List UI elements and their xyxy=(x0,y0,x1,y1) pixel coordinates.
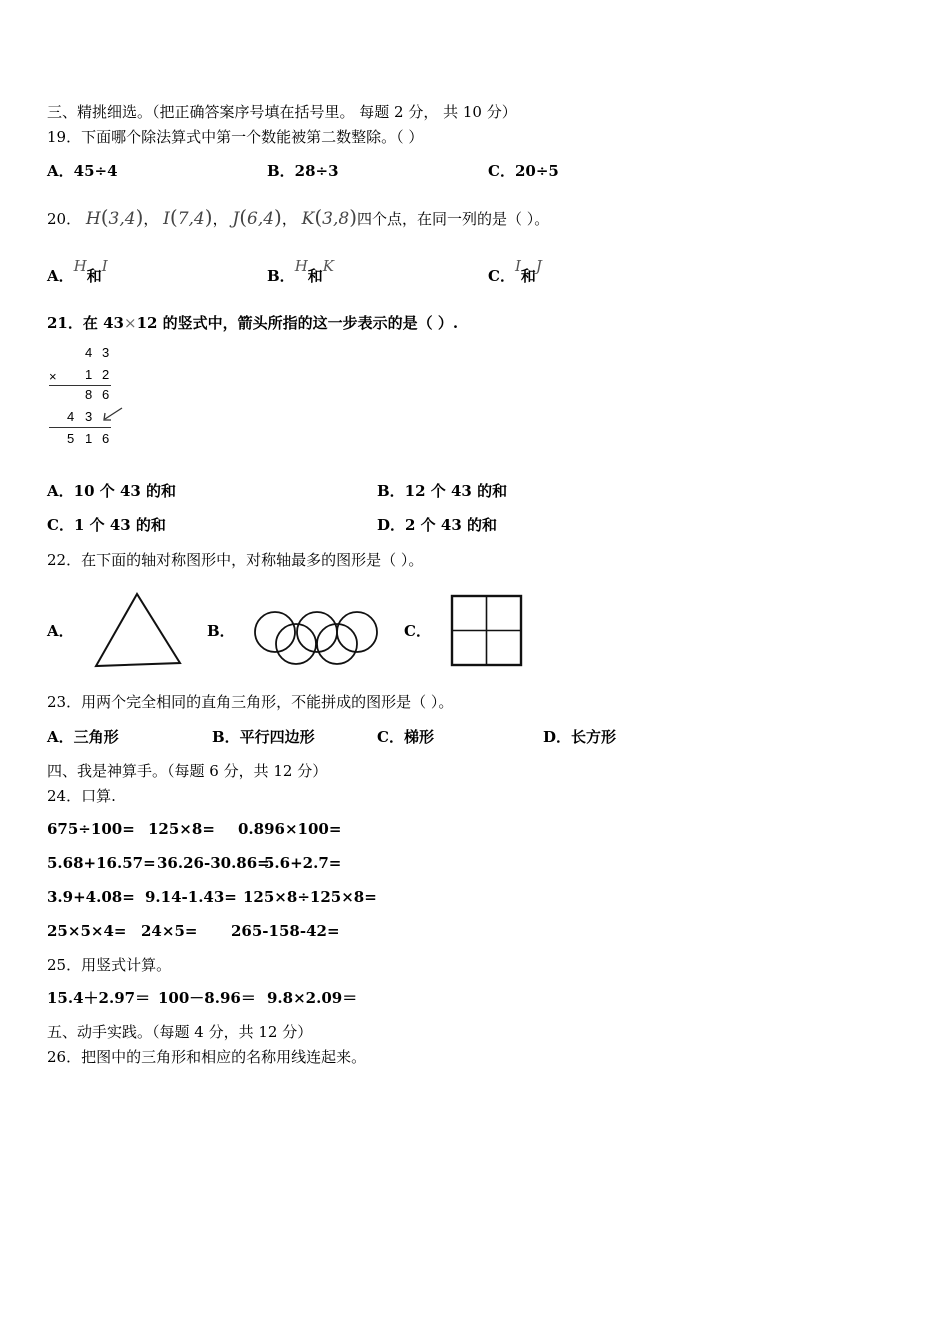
q20-option-a[interactable]: A．H和I xyxy=(47,257,108,285)
calc-item: 675÷100= xyxy=(47,820,135,838)
q21-option-d[interactable]: D．2 个 43 的和 xyxy=(377,516,497,534)
calc-item: 9.14-1.43= xyxy=(145,888,237,906)
q23-option-c[interactable]: C．梯形 xyxy=(377,728,434,746)
question-19-stem: 19．下面哪个除法算式中第一个数能被第二数整除。（ ） xyxy=(47,128,424,146)
question-23-stem: 23．用两个完全相同的直角三角形，不能拼成的图形是（ ）。 xyxy=(47,693,454,711)
calc-item: 125×8= xyxy=(148,820,215,838)
q22-option-a[interactable]: A． xyxy=(47,622,74,640)
calc-item: 125×8÷125×8= xyxy=(243,888,377,906)
q22-option-b[interactable]: B． xyxy=(207,622,235,640)
vertical-calc-item: 9.8×2.09＝ xyxy=(267,989,358,1007)
point-i: I(7,4) xyxy=(163,205,213,229)
point-j: J(6,4) xyxy=(232,205,282,229)
vertical-calc-item: 100－8.96＝ xyxy=(158,989,256,1007)
vertical-multiplication: 4 3 × 1 2 8 6 4 3 5 1 6 xyxy=(49,345,110,446)
question-20-stem: 20． H(3,4)， I(7,4)， J(6,4)， K(3,8)四个点，在同一列的是（ ）。 xyxy=(47,205,550,229)
calc-item: 265-158-42= xyxy=(231,922,340,940)
calc-item: 36.26-30.86= xyxy=(157,854,270,872)
q19-option-b[interactable]: B．28÷3 xyxy=(267,162,339,180)
calc-item: 5.68+16.57= xyxy=(47,854,156,872)
section-3-title: 三、精挑细选。（把正确答案序号填在括号里。 每题 2 分， 共 10 分） xyxy=(47,103,517,121)
q19-option-a[interactable]: A．45÷4 xyxy=(47,162,118,180)
q23-option-b[interactable]: B．平行四边形 xyxy=(212,728,315,746)
q22-option-c[interactable]: C． xyxy=(404,622,431,640)
arrow-icon xyxy=(100,405,126,425)
q20-option-c[interactable]: C．I和J xyxy=(488,257,542,285)
section-5-title: 五、动手实践。（每题 4 分，共 12 分） xyxy=(47,1023,313,1041)
q21-option-a[interactable]: A．10 个 43 的和 xyxy=(47,482,177,500)
question-25-stem: 25．用竖式计算。 xyxy=(47,956,172,974)
point-k: K(3,8) xyxy=(301,205,358,229)
question-26-stem: 26．把图中的三角形和相应的名称用线连起来。 xyxy=(47,1048,367,1066)
olympic-rings-figure xyxy=(250,608,382,668)
q20-option-b[interactable]: B．H和K xyxy=(267,257,335,285)
calc-item: 5.6+2.7= xyxy=(264,854,342,872)
q19-option-c[interactable]: C．20÷5 xyxy=(488,162,559,180)
point-h: H(3,4) xyxy=(85,205,144,229)
vertical-calc-item: 15.4＋2.97＝ xyxy=(47,989,151,1007)
q21-option-c[interactable]: C．1 个 43 的和 xyxy=(47,516,166,534)
q21-option-b[interactable]: B．12 个 43 的和 xyxy=(377,482,508,500)
question-22-stem: 22．在下面的轴对称图形中，对称轴最多的图形是（ ）。 xyxy=(47,551,424,569)
q23-option-d[interactable]: D．长方形 xyxy=(543,728,617,746)
square-grid-figure xyxy=(450,594,524,668)
question-24-stem: 24．口算. xyxy=(47,787,116,805)
question-21-stem: 21．在 43×12 的竖式中，箭头所指的这一步表示的是（ ）. xyxy=(47,314,459,332)
calc-item: 25×5×4= xyxy=(47,922,127,940)
calc-item: 0.896×100= xyxy=(238,820,342,838)
section-4-title: 四、我是神算手。（每题 6 分，共 12 分） xyxy=(47,762,328,780)
calc-item: 24×5= xyxy=(141,922,198,940)
triangle-figure xyxy=(92,590,184,670)
q23-option-a[interactable]: A．三角形 xyxy=(47,728,119,746)
calc-item: 3.9+4.08= xyxy=(47,888,135,906)
